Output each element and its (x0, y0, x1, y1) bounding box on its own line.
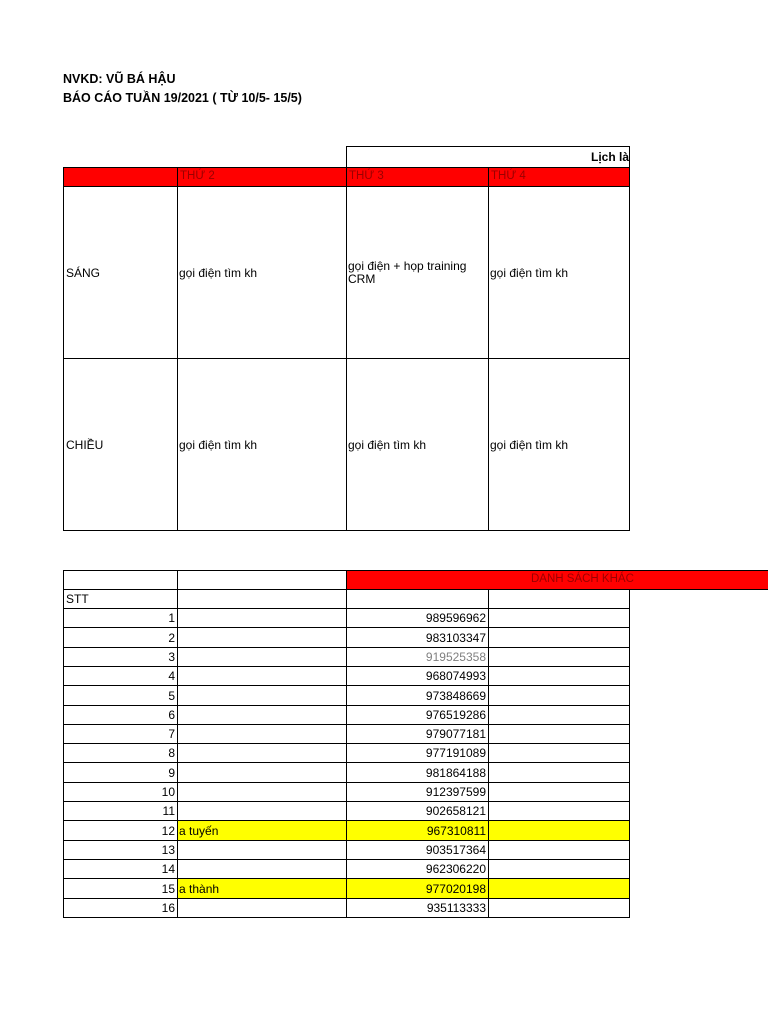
list-header-empty (177, 589, 347, 609)
customer-name-cell (177, 878, 347, 899)
schedule-day-header: THỨ 2 (177, 167, 347, 187)
phone-cell (346, 685, 489, 706)
phone-number: 983103347 (425, 630, 486, 645)
customer-name-cell (177, 782, 347, 802)
customer-name-cell (177, 685, 347, 706)
phone-number: 973848669 (425, 688, 486, 703)
customer-list-title-cell (346, 570, 768, 590)
phone-cell (346, 724, 489, 744)
customer-name-cell (177, 743, 347, 763)
empty-cell (488, 782, 630, 802)
stt-cell (63, 705, 178, 725)
empty-cell (488, 820, 630, 841)
schedule-cell: gọi điện tìm kh (488, 186, 630, 359)
phone-cell (346, 666, 489, 686)
empty-cell (488, 647, 630, 667)
phone-cell (346, 878, 489, 899)
empty-cell (488, 705, 630, 725)
customer-name-cell (177, 705, 347, 725)
phone-number: 912397599 (425, 785, 486, 799)
stt-value: 7 (168, 727, 175, 741)
phone-number: 976519286 (425, 708, 486, 722)
customer-name-cell (177, 898, 347, 918)
phone-number: 962306220 (425, 862, 486, 876)
stt-cell (63, 820, 178, 841)
stt-value: 12 (161, 823, 175, 838)
phone-cell (346, 840, 489, 860)
schedule-header-empty (63, 167, 178, 187)
stt-cell (63, 666, 178, 686)
list-header-empty (177, 570, 347, 590)
stt-cell (63, 647, 178, 667)
customer-name: a thành (179, 881, 220, 896)
empty-cell (488, 627, 630, 648)
phone-number: 981864188 (425, 765, 486, 780)
empty-cell (488, 743, 630, 763)
schedule-cell: gọi điện tìm kh (488, 358, 630, 531)
schedule-title-cell (346, 146, 630, 168)
customer-name-cell (177, 762, 347, 783)
stt-value: 15 (161, 881, 175, 896)
empty-cell (488, 685, 630, 706)
schedule-cell: gọi điện + họp training CRM (346, 186, 489, 359)
phone-cell (346, 859, 489, 879)
empty-cell (488, 724, 630, 744)
stt-cell (63, 859, 178, 879)
phone-number: 979077181 (425, 727, 486, 741)
schedule-day-header: THỨ 4 (488, 167, 630, 187)
customer-name-cell (177, 627, 347, 648)
nvkd-label: NVKD: VŨ BÁ HẬU (63, 72, 176, 86)
stt-value: 1 (168, 611, 175, 625)
phone-number: 977020198 (425, 881, 486, 896)
phone-number: 977191089 (425, 746, 486, 760)
stt-value: 11 (162, 804, 175, 818)
empty-cell (488, 840, 630, 860)
stt-cell (63, 878, 178, 899)
empty-cell (488, 801, 630, 821)
customer-name: a tuyến (179, 823, 219, 838)
period-label-morning: SÁNG (63, 186, 178, 359)
stt-cell (63, 840, 178, 860)
stt-value: 13 (161, 843, 175, 857)
schedule-cell: gọi điện tìm kh (346, 358, 489, 531)
stt-value: 14 (161, 862, 175, 876)
stt-value: 2 (168, 630, 175, 645)
list-header-empty (63, 570, 178, 590)
stt-cell (63, 627, 178, 648)
empty-cell (488, 898, 630, 918)
report-title: BÁO CÁO TUẦN 19/2021 ( TỪ 10/5- 15/5) (63, 91, 302, 105)
customer-name-cell (177, 724, 347, 744)
schedule-day-header: THỨ 3 (346, 167, 489, 187)
list-header-empty (488, 589, 630, 609)
stt-cell (63, 685, 178, 706)
empty-cell (488, 859, 630, 879)
stt-cell (63, 801, 178, 821)
phone-cell (346, 743, 489, 763)
empty-cell (488, 762, 630, 783)
phone-number: 903517364 (425, 843, 486, 857)
customer-name-cell (177, 840, 347, 860)
stt-value: 3 (168, 650, 175, 664)
phone-cell (346, 762, 489, 783)
phone-cell (346, 898, 489, 918)
customer-name-cell (177, 647, 347, 667)
phone-cell (346, 801, 489, 821)
stt-cell (63, 743, 178, 763)
stt-value: 8 (168, 746, 175, 760)
phone-cell (346, 782, 489, 802)
customer-name-cell (177, 666, 347, 686)
stt-value: 10 (161, 785, 175, 799)
stt-cell (63, 782, 178, 802)
phone-cell (346, 627, 489, 648)
stt-value: 5 (168, 688, 175, 703)
stt-value: 16 (161, 901, 175, 915)
phone-cell (346, 647, 489, 667)
period-label-afternoon: CHIỀU (63, 358, 178, 531)
phone-number: 989596962 (425, 611, 486, 625)
customer-name-cell (177, 859, 347, 879)
stt-value: 9 (168, 765, 175, 780)
stt-value: 6 (168, 708, 175, 722)
customer-list-title: DANH SÁCH KHÁC (531, 573, 634, 585)
stt-header: STT (63, 589, 178, 609)
phone-cell (346, 820, 489, 841)
phone-number: 935113333 (426, 901, 486, 915)
stt-value: 4 (168, 669, 175, 683)
empty-cell (488, 878, 630, 899)
schedule-cell: gọi điện tìm kh (177, 186, 347, 359)
phone-number: 967310811 (426, 823, 486, 838)
list-header-empty (346, 589, 489, 609)
schedule-title: Lịch là (590, 150, 629, 164)
stt-cell (63, 762, 178, 783)
customer-name-cell (177, 820, 347, 841)
phone-cell (346, 608, 489, 628)
stt-cell (63, 724, 178, 744)
phone-number: 919525358 (425, 650, 486, 664)
phone-number: 968074993 (425, 669, 486, 683)
customer-name-cell (177, 608, 347, 628)
phone-number: 902658121 (425, 804, 486, 818)
stt-cell (63, 608, 178, 628)
stt-cell (63, 898, 178, 918)
empty-cell (488, 608, 630, 628)
customer-name-cell (177, 801, 347, 821)
phone-cell (346, 705, 489, 725)
schedule-cell: gọi điện tìm kh (177, 358, 347, 531)
empty-cell (488, 666, 630, 686)
